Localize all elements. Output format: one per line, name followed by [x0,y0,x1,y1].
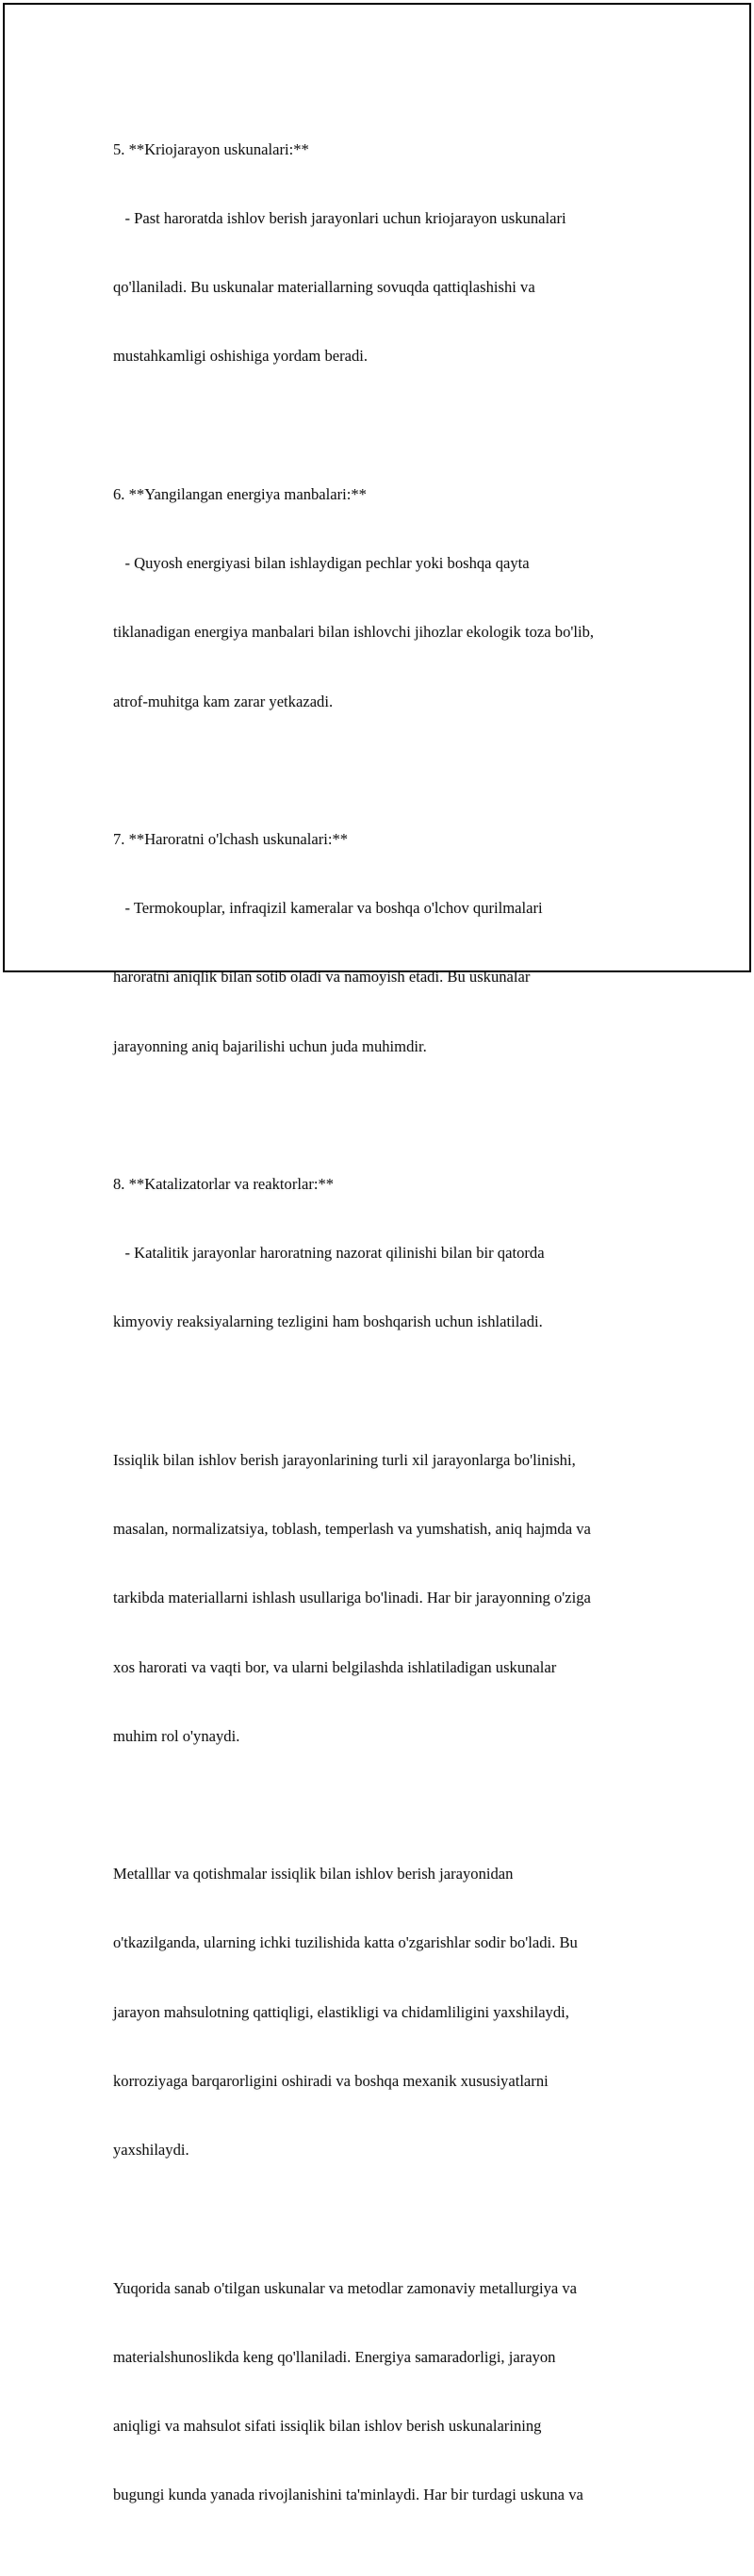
text-line: o'tkazilganda, ularning ichki tuzilishida katta o'zgarishlar sodir bo'ladi. Bu [113,1933,578,1952]
text-line: yaxshilaydi. [113,2141,189,2160]
text-line: masalan, normalizatsiya, toblash, temperlash va yumshatish, aniq hajmda va [113,1520,591,1539]
list-item-haroratni-olchash [113,782,679,1104]
text-line: korroziyaga barqarorligini oshiradi va boshqa mexanik xususiyatlarni [113,2071,549,2090]
text-line: - Katalitik jarayonlar haroratning nazorat qilinishi bilan bir qatorda [113,1244,545,1263]
list-item-energiya-manbalari [113,437,679,759]
text-line: materialshunoslikda keng qo'llaniladi. Energiya samaradorligi, jarayon [113,2347,556,2366]
text-line: qo'llaniladi. Bu uskunalar materiallarning sovuqda qattiqlashishi va [113,278,535,297]
text-line: Yuqorida sanab o'tilgan uskunalar va metodlar zamonaviy metallurgiya va [113,2278,578,2297]
text-line: tarkibda materiallarni ishlash usullariga bo'linadi. Har bir jarayonning o'ziga [113,1589,591,1607]
document-page [3,3,751,2504]
text-line: atrof-muhitga kam zarar yetkazadi. [113,692,334,710]
document-body [113,92,679,2576]
text-line: tiklanadigan energiya manbalari bilan ishlovchi jihozlar ekologik toza bo'lib, [113,623,595,642]
text-line: bugungi kunda yanada rivojlanishini ta'minlaydi. Har bir turdagi uskuna va [113,2486,583,2504]
text-line: Issiqlik bilan ishlov berish jarayonlarining turli xil jarayonlarga bo'linishi, [113,1450,576,1469]
list-item-heading: 8. **Katalizatorlar va reaktorlar:** [113,1175,335,1194]
list-item-heading: 5. **Kriojarayon uskunalari:** [113,139,309,158]
paragraph-yuqorida [113,2231,679,2553]
text-line: aniqligi va mahsulot sifati issiqlik bilan ishlov berish uskunalarining [113,2416,542,2435]
text-line: haroratni aniqlik bilan sotib oladi va namoyish etadi. Bu uskunalar [113,968,531,986]
text-line: mustahkamligi oshishiga yordam beradi. [113,347,369,366]
text-line: kimyoviy reaksiyalarning tezligini ham boshqarish uchun ishlatiladi. [113,1312,543,1331]
list-item-heading: 7. **Haroratni o'lchash uskunalari:** [113,829,349,848]
list-item-heading: 6. **Yangilangan energiya manbalari:** [113,484,367,503]
text-line: - Quyosh energiyasi bilan ishlaydigan pechlar yoki boshqa qayta [113,554,530,573]
text-line: Metalllar va qotishmalar issiqlik bilan ishlov berish jarayonidan [113,1865,514,1883]
paragraph-jarayonlar [113,1403,679,1794]
text-line: - Termokouplar, infraqizil kameralar va boshqa o'lchov qurilmalari [113,899,543,918]
paragraph-metalllar [113,1817,679,2208]
text-line: muhim rol o'ynaydi. [113,1726,240,1745]
list-item-kriojarayon [113,92,679,415]
list-item-katalizatorlar [113,1127,679,1379]
text-line: - Past haroratda ishlov berish jarayonlari uchun kriojarayon uskunalari [113,209,566,228]
text-line: xos harorati va vaqti bor, va ularni belgilashda ishlatiladigan uskunalar [113,1657,557,1676]
text-line: jarayon mahsulotning qattiqligi, elastikligi va chidamliligini yaxshilaydi, [113,2002,569,2021]
text-line: jarayonning aniq bajarilishi uchun juda muhimdir. [113,1036,427,1055]
